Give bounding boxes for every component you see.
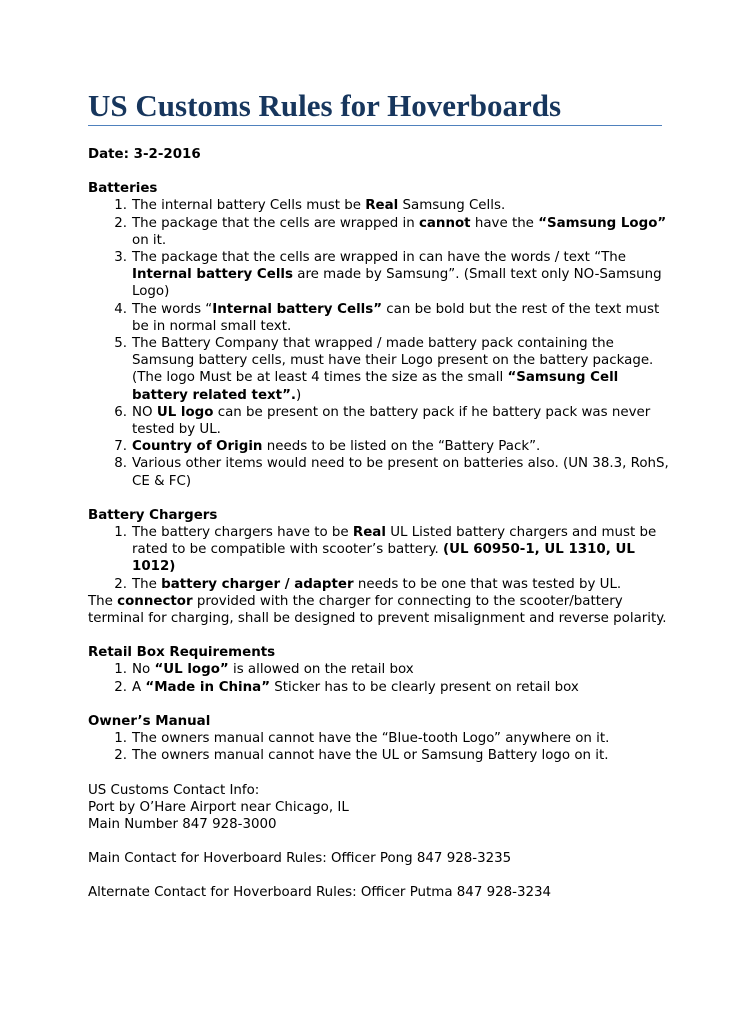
list-item-number: 4. [114, 301, 127, 317]
text-run: on it. [132, 232, 167, 248]
batteries-heading: Batteries [88, 181, 158, 197]
text-run: Sticker has to be clearly present on retail box [270, 679, 579, 695]
list-item-text [132, 216, 666, 248]
bold-text: Internal battery Cells” [212, 301, 383, 317]
text-run: The owners manual cannot have the “Blue-tooth Logo” anywhere on it. [132, 731, 610, 747]
list-item [88, 747, 678, 764]
list-item [88, 197, 678, 214]
chargers-heading: Battery Chargers [88, 507, 218, 523]
manual-list [88, 730, 678, 764]
text-run: A [132, 679, 146, 695]
text-run: NO [132, 404, 157, 420]
list-item [88, 730, 678, 747]
list-item [88, 335, 678, 404]
bold-text: “Samsung Logo” [538, 215, 667, 231]
text-run: needs to be one that was tested by UL. [353, 576, 622, 592]
list-item-text [132, 577, 621, 592]
list-item-text [132, 302, 659, 334]
bold-text: battery charger / adapter [161, 576, 354, 592]
list-item-number: 7. [114, 439, 127, 455]
bold-text: “Made in China” [145, 679, 271, 695]
contact-info-heading: US Customs Contact Info: [88, 782, 260, 798]
document-date: Date: 3-2-2016 [88, 147, 201, 162]
text-run: The package that the cells are wrapped in [132, 215, 419, 231]
bold-text: Real [365, 198, 399, 214]
text-run: have the [470, 215, 539, 231]
document-page [88, 88, 678, 902]
text-run: No [132, 662, 155, 678]
bold-text: “UL logo” [154, 662, 229, 678]
list-item-number: 1. [114, 662, 127, 678]
text-run: The owners manual cannot have the UL or Samsung Battery logo on it. [132, 748, 609, 764]
bold-text: UL logo [156, 404, 214, 420]
main-contact: Main Contact for Hoverboard Rules: Officer Pong 847 928-3235 [88, 851, 512, 867]
list-item [88, 455, 678, 489]
list-item [88, 438, 678, 455]
text-run: Various other items would need to be present on batteries also. (UN 38.3, RohS, CE & FC) [132, 456, 669, 489]
alternate-contact: Alternate Contact for Hoverboard Rules: Officer Putma 847 928-3234 [88, 885, 552, 901]
text-run: The Battery Company that wrapped / made battery pack containing the Samsung battery cells, must have their Logo present on the battery package. (The logo Must be at least 4 times the size as the small [132, 336, 654, 386]
retail-section [88, 644, 678, 696]
list-item [88, 404, 678, 438]
list-item-number: 5. [114, 336, 127, 352]
list-item-text [132, 250, 662, 299]
manual-heading: Owner’s Manual [88, 713, 211, 729]
text-run: The [132, 576, 162, 592]
document-title: US Customs Rules for Hoverboards [88, 88, 662, 126]
text-run: ) [295, 387, 302, 403]
list-item [88, 249, 678, 301]
contact-info [88, 782, 678, 834]
list-item-number: 8. [114, 456, 127, 472]
text-run: UL Listed battery chargers and must be rated to be compatible with scooter’s battery. [132, 525, 657, 558]
list-item-text [132, 198, 505, 213]
list-item-number: 2. [114, 748, 127, 764]
list-item-text [132, 662, 414, 677]
list-item [88, 661, 678, 678]
bold-text: (UL 60950-1, UL 1310, UL 1012) [132, 542, 635, 575]
list-item [88, 301, 678, 335]
bold-text: “Samsung Cell battery related text”. [132, 370, 619, 403]
list-item-text [132, 748, 609, 763]
manual-section [88, 713, 678, 765]
list-item [88, 524, 678, 576]
list-item-number: 2. [114, 215, 127, 231]
list-item-text [132, 336, 653, 403]
contact-port: Port by O’Hare Airport near Chicago, IL [88, 799, 349, 815]
retail-heading: Retail Box Requirements [88, 645, 276, 661]
text-run: can be bold but the rest of the text must be in normal small text. [132, 301, 660, 334]
list-item [88, 576, 678, 593]
batteries-list [88, 197, 678, 489]
chargers-section [88, 507, 678, 627]
chargers-list [88, 524, 678, 593]
list-item-text [132, 731, 609, 746]
list-item [88, 679, 678, 696]
list-item-text [132, 405, 650, 437]
bold-text: connector [117, 593, 193, 609]
list-item-text [132, 525, 656, 574]
contact-main-number: Main Number 847 928-3000 [88, 816, 277, 832]
bold-text: Country of Origin [132, 439, 263, 455]
bold-text: cannot [418, 215, 471, 231]
text-run: are made by Samsung”. (Small text only NO-Samsung Logo) [132, 267, 662, 300]
connector-note [88, 593, 678, 627]
list-item-number: 2. [114, 679, 127, 695]
list-item-number: 1. [114, 731, 127, 747]
text-run: The battery chargers have to be [132, 525, 353, 541]
text-run: can be present on the battery pack if he battery pack was never tested by UL. [132, 404, 651, 438]
list-item-number: 2. [114, 576, 127, 592]
text-run: needs to be listed on the “Battery Pack”. [262, 439, 541, 455]
text-run: The package that the cells are wrapped in can have the words / text “The [132, 250, 627, 266]
list-item-text [132, 456, 669, 488]
list-item-number: 1. [114, 525, 127, 541]
list-item-number: 1. [114, 198, 127, 214]
text-run: The words “ [132, 301, 213, 317]
list-item [88, 215, 678, 249]
list-item-text [132, 439, 540, 454]
bold-text: Real [352, 525, 386, 541]
list-item-number: 3. [114, 250, 127, 266]
text-run: provided with the charger for connecting to the scooter/battery terminal for charging, shall be designed to prevent misalignment and reverse polarity. [88, 593, 667, 627]
bold-text: Internal battery Cells [132, 267, 293, 283]
list-item-number: 6. [114, 404, 127, 420]
text-run: Samsung Cells. [398, 198, 506, 214]
text-run: The internal battery Cells must be [132, 198, 366, 214]
list-item-text [132, 680, 579, 695]
text-run: The [88, 593, 118, 609]
retail-list [88, 661, 678, 695]
batteries-section [88, 180, 678, 490]
text-run: is allowed on the retail box [228, 662, 414, 678]
